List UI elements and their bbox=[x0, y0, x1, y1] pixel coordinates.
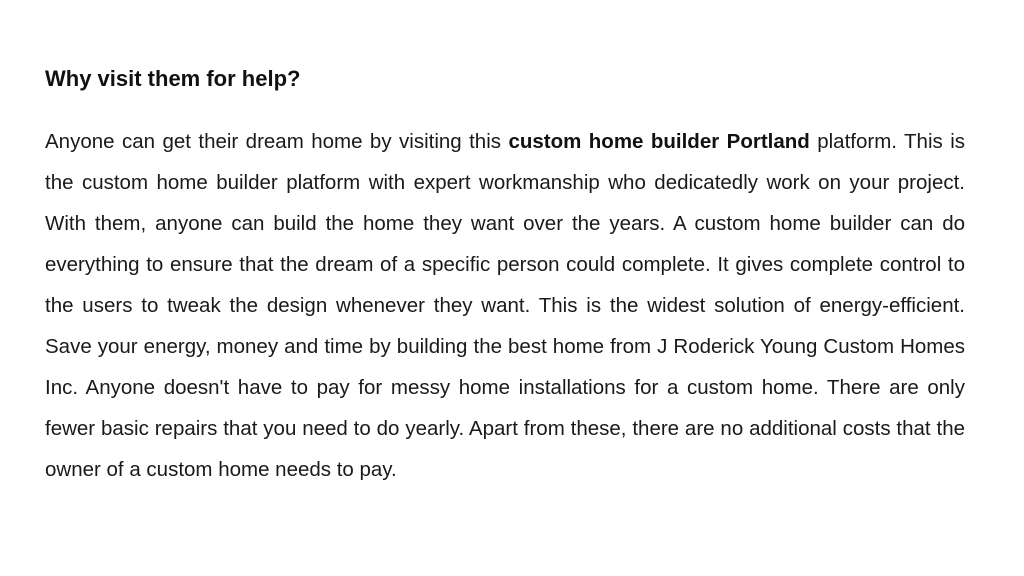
body-paragraph bbox=[45, 121, 965, 490]
paragraph-text-start: Anyone can get their dream home by visiting this bbox=[45, 130, 509, 153]
section-heading: Why visit them for help? bbox=[45, 66, 301, 91]
paragraph-text-rest: platform. This is the custom home builder platform with expert workmanship who dedicatedly work on your project. With them, anyone can build the home they want over the years. A custom home builder can do everything to ensure that the dream of a specific person could complete. It gives complete control to the users to tweak the design whenever they want. This is the widest solution of energy-efficient. Save your energy, money and time by building the best home from J Roderick Young Custom Homes Inc. Anyone doesn't have to pay for messy home installations for a custom home. There are only fewer basic repairs that you need to do yearly. Apart from these, there are no additional costs that the owner of a custom home needs to pay. bbox=[45, 130, 965, 481]
builder-link-text: custom home builder Portland bbox=[508, 130, 810, 153]
